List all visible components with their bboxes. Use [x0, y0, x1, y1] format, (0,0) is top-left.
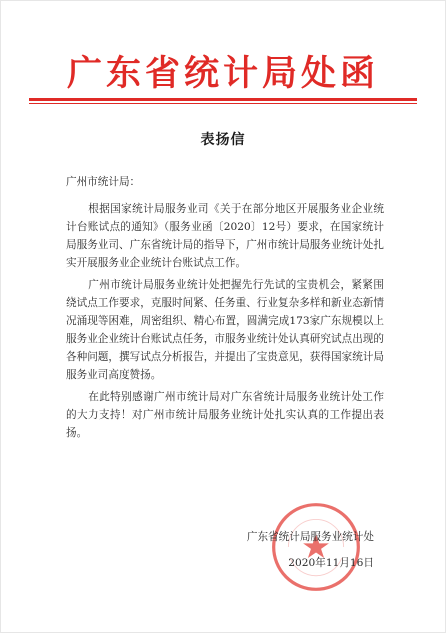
signature-block — [247, 524, 374, 576]
paragraph-2: 广州市统计局服务业统计处把握先行先试的宝贵机会，紧紧围绕试点工作要求，克服时间紧、任务重、行业复杂多样和新业态新情况涌现等困难，周密组织、精心布置，圆满完成173家广东规模以上服务业企业统计台账试点任务，市服务业统计处认真研究试点出现的各种问题，撰写试点分析报告，并提出了宝贵意见，获得国家统计局服务业司高度赞扬。 — [66, 279, 384, 381]
document-title: 表扬信 — [200, 132, 246, 148]
signature-organization: 广东省统计局服务业统计处 — [246, 531, 374, 543]
letter-body — [66, 173, 384, 446]
paragraph-1: 根据国家统计局服务业司《关于在部分地区开展服务业企业统计台账试点的通知》（服务业函〔2020〕12号）要求，在国家统计局服务业司、广东省统计局的指导下，广州市统计局服务业统计处扎实开展服务业企业统计台账试点工作。 — [66, 203, 384, 269]
letterhead-rule-thin — [29, 103, 417, 104]
letterhead-title: 广东省统计局处函 — [66, 53, 379, 94]
salutation: 广州市统计局： — [66, 176, 141, 188]
letterhead-rule-thick — [29, 98, 417, 101]
paragraph-3: 在此特别感谢广州市统计局对广东省统计局服务业统计处工作的大力支持！对广州市统计局服务业统计处扎实认真的工作提出表扬。 — [66, 391, 384, 439]
signature-date: 2020年11月16日 — [288, 557, 374, 569]
